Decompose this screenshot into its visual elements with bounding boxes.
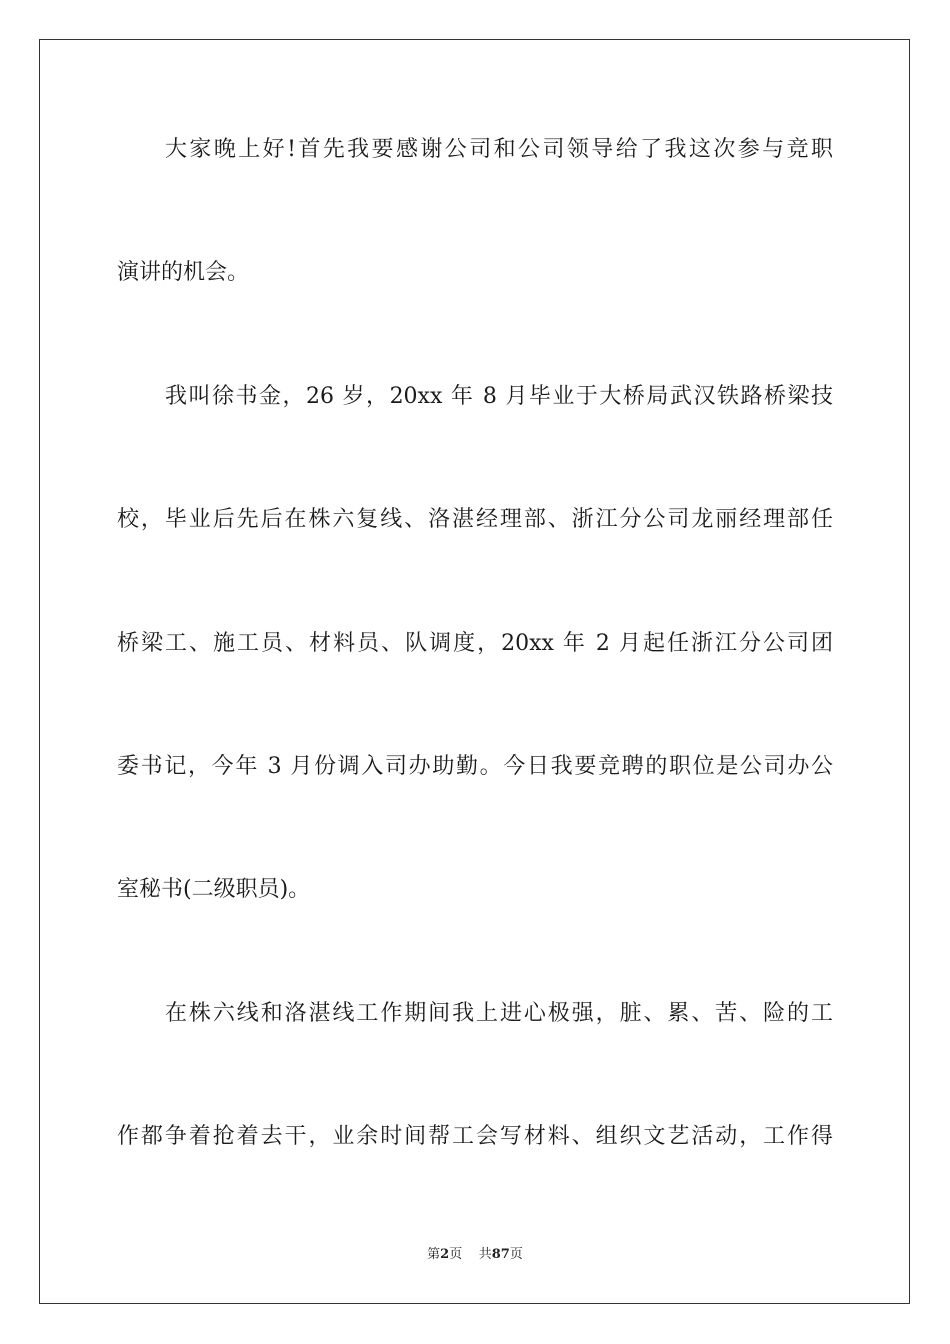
total-prefix: 共 xyxy=(478,1247,492,1262)
page-footer xyxy=(0,1246,950,1264)
page-suffix: 页 xyxy=(449,1247,463,1262)
page-border xyxy=(39,39,910,1304)
page-prefix: 第 xyxy=(427,1247,441,1262)
paragraph-line: 演讲的机会。 xyxy=(117,260,250,285)
paragraph-line: 我叫徐书金，26 岁，20xx 年 8 月毕业于大桥局武汉铁路桥梁技 xyxy=(165,384,833,409)
total-pages: 87 xyxy=(491,1247,510,1262)
page-number: 2 xyxy=(440,1247,450,1262)
paragraph-line: 校，毕业后先后在株六复线、洛湛经理部、浙江分公司龙丽经理部任 xyxy=(117,507,833,532)
paragraph-line: 在株六线和洛湛线工作期间我上进心极强，脏、累、苦、险的工 xyxy=(165,1001,833,1026)
paragraph-line: 大家晚上好!首先我要感谢公司和公司领导给了我这次参与竞职 xyxy=(165,137,833,162)
paragraph-line: 作都争着抢着去干，业余时间帮工会写材料、组织文艺活动，工作得 xyxy=(117,1124,833,1149)
total-suffix: 页 xyxy=(509,1247,523,1262)
paragraph-line: 桥梁工、施工员、材料员、队调度，20xx 年 2 月起任浙江分公司团 xyxy=(117,631,833,656)
paragraph-line: 室秘书(二级职员)。 xyxy=(117,877,311,902)
paragraph-line: 委书记，今年 3 月份调入司办助勤。今日我要竞聘的职位是公司办公 xyxy=(117,754,833,779)
